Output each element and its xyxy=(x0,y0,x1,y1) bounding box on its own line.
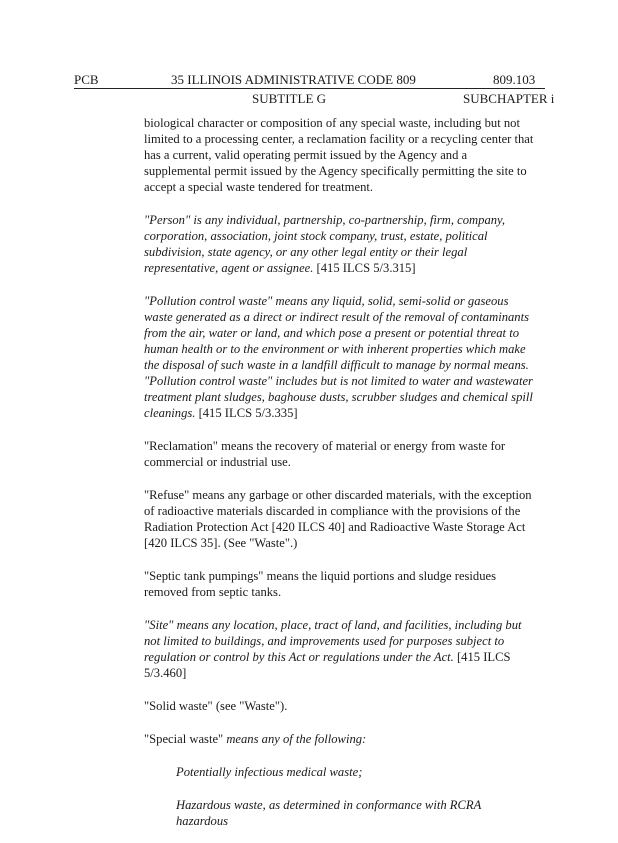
definition-special-waste xyxy=(144,731,536,747)
header-rule xyxy=(74,88,545,89)
header-subtitle: SUBTITLE G xyxy=(252,91,327,106)
definition-site-citation: [415 ILCS 5/3.460] xyxy=(144,650,511,680)
definition-person-text: "Person" is any individual, partnership, co-partnership, firm, company, corporation, association, joint stock company, trust, estate, political subdivision, state agency, or any other legal entity or their legal representative, agent or assignee. xyxy=(144,213,506,275)
definition-site xyxy=(144,617,536,681)
special-waste-item-hazardous-text: Hazardous waste, as determined in conformance with RCRA hazardous xyxy=(176,798,482,828)
special-waste-item-medical xyxy=(144,764,536,780)
document-body xyxy=(144,115,536,843)
definition-solid-waste: "Solid waste" (see "Waste"). xyxy=(144,699,288,713)
definition-refuse: "Refuse" means any garbage or other discarded materials, with the exception of radioactive materials discarded in compliance with the provisions of the Radiation Protection Act [420 ILCS 40] and Radioactive Waste Storage Act [420 ILCS 35]. (See "Waste".) xyxy=(144,488,532,550)
definition-site-text: "Site" means any location, place, tract of land, and facilities, including but not limited to buildings, and improvements used for purposes subject to regulation or control by this Act or regulations under the Act. xyxy=(144,618,522,664)
definition-pollution-control-waste xyxy=(144,293,536,421)
paragraph-continuation: biological character or composition of any special waste, including but not limited to a processing center, a reclamation facility or a recycling center that has a current, valid operating permit issued by the Agency and a supplemental permit issued by the Agency specifically permitting the site to accept a special waste tendered for treatment. xyxy=(144,116,534,194)
header-title: 35 ILLINOIS ADMINISTRATIVE CODE 809 xyxy=(171,72,416,87)
special-waste-item-hazardous xyxy=(144,797,536,829)
definition-pollution-control-waste-text: "Pollution control waste" means any liquid, solid, semi-solid or gaseous waste generated as a direct or indirect result of the removal of contaminants from the air, water or land, and which pose a present or potential threat to human health or to the environment or with inherent properties which make the disposal of such waste in a landfill difficult to manage by normal means. "Pollution control waste" includes but is not limited to water and wastewater treatment plant sludges, baghouse dusts, scrubber sludges and chemical spill cleanings. xyxy=(144,294,533,420)
header-subchapter: SUBCHAPTER i xyxy=(463,91,555,106)
definition-special-waste-term: "Special waste" xyxy=(144,732,227,746)
definition-septic-tank-pumpings: "Septic tank pumpings" means the liquid portions and sludge residues removed from septic tanks. xyxy=(144,569,497,599)
definition-reclamation: "Reclamation" means the recovery of material or energy from waste for commercial or industrial use. xyxy=(144,439,506,469)
definition-special-waste-text: means any of the following: xyxy=(226,732,367,746)
definition-person-citation: [415 ILCS 5/3.315] xyxy=(313,261,416,275)
header-left: PCB xyxy=(74,72,99,87)
header-section-number: 809.103 xyxy=(493,72,536,87)
special-waste-item-medical-text: Potentially infectious medical waste; xyxy=(176,765,363,779)
definition-pollution-control-waste-citation: [415 ILCS 5/3.335] xyxy=(195,406,298,420)
definition-person xyxy=(144,212,536,276)
